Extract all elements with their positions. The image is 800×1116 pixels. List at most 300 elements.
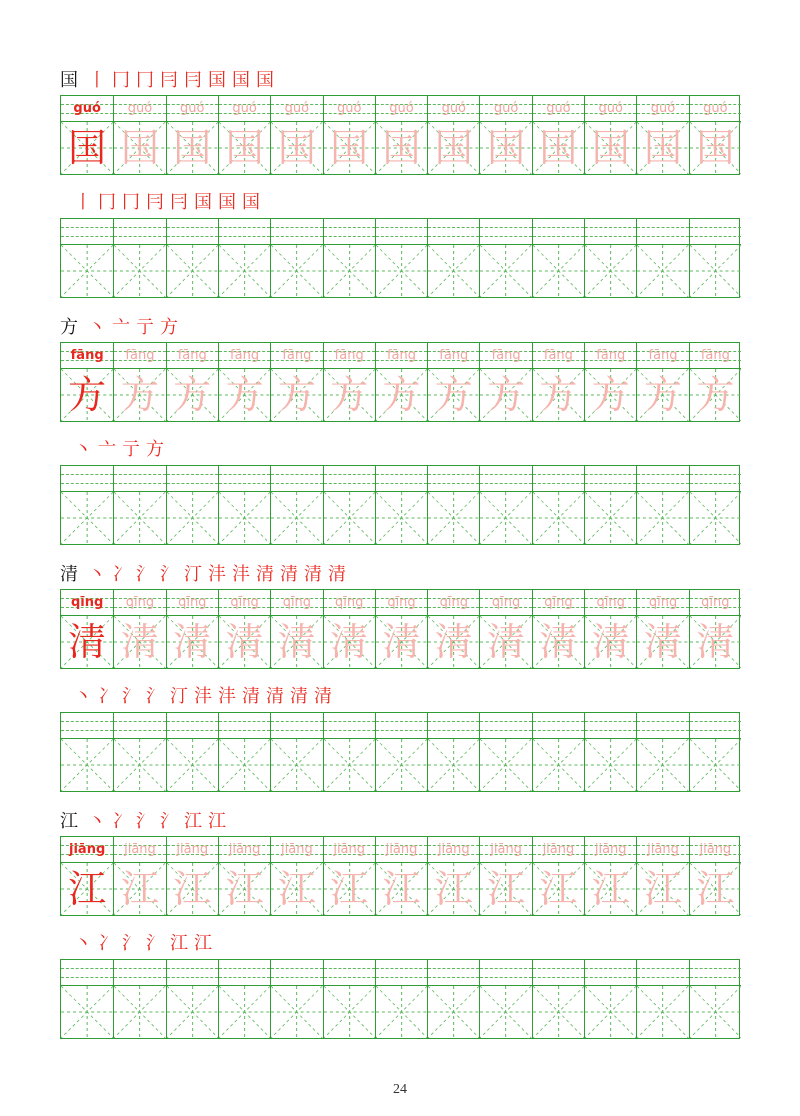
pinyin-lines [637,713,688,739]
pinyin-lines [480,466,531,492]
pinyin-trace: qīng [335,595,364,610]
character-trace: 方 [696,373,735,417]
stroke-step: 冃 [146,192,164,213]
practice-cell[interactable] [375,343,427,421]
pinyin-trace: guó [127,101,153,116]
mi-zi-guide [480,739,531,791]
practice-grid-blank [60,465,740,545]
practice-cell[interactable] [166,343,218,421]
pinyin-trace: fāng [700,348,730,363]
practice-cell[interactable] [636,219,688,297]
mi-zi-guide [61,986,113,1038]
mi-zi-guide [324,986,375,1038]
pinyin-lines [167,960,218,986]
mi-zi-guide [271,245,322,297]
pinyin-lines [61,713,113,739]
character-trace: 清 [644,620,683,664]
mi-zi-guide [533,492,584,544]
character-section [60,809,740,1049]
pinyin-trace: fāng [491,348,521,363]
mi-zi-guide [271,492,322,544]
character-trace: 国 [487,126,526,170]
practice-cell[interactable] [689,590,741,668]
pinyin-trace: qīng [439,595,468,610]
practice-cell[interactable] [270,960,322,1038]
character-trace: 方 [382,373,421,417]
pinyin-model: jiāng [69,842,106,857]
mi-zi-guide [480,245,531,297]
practice-cell[interactable] [270,466,322,544]
pinyin-lines [428,219,479,245]
practice-cell[interactable] [323,219,375,297]
stroke-step: 沣 [208,564,226,585]
practice-cell[interactable] [479,960,531,1038]
practice-cell[interactable] [375,466,427,544]
pinyin-lines [61,466,113,492]
practice-cell[interactable] [584,96,636,174]
mi-zi-guide [324,492,375,544]
pinyin-trace: qīng [544,595,573,610]
stroke-step: 汀 [184,564,202,585]
practice-cell[interactable] [218,837,270,915]
stroke-step: 氵 [146,933,164,954]
practice-cell[interactable] [166,960,218,1038]
pinyin-lines [690,960,741,986]
stroke-step: 国 [256,70,274,91]
practice-cell[interactable] [113,219,165,297]
practice-cell[interactable] [479,590,531,668]
stroke-step: 江 [184,811,202,832]
stroke-step: 氵 [122,933,140,954]
practice-cell[interactable] [323,466,375,544]
pinyin-lines [637,466,688,492]
character-section [60,562,740,802]
character-model: 清 [68,620,107,664]
mi-zi-guide [533,986,584,1038]
character-trace: 国 [382,126,421,170]
practice-cell[interactable] [113,713,165,791]
character-trace: 方 [487,373,526,417]
practice-cell[interactable] [427,837,479,915]
practice-cell[interactable] [375,96,427,174]
practice-cell[interactable] [636,466,688,544]
pinyin-lines [637,219,688,245]
practice-grid-blank [60,712,740,792]
practice-cell[interactable] [218,466,270,544]
character-trace: 江 [120,867,159,911]
practice-cell[interactable] [427,219,479,297]
character-trace: 清 [225,620,264,664]
character-trace: 江 [696,867,735,911]
pinyin-lines [533,713,584,739]
practice-cell[interactable] [61,343,113,421]
character-trace: 江 [644,867,683,911]
stroke-step: 清 [256,564,274,585]
pinyin-lines [376,960,427,986]
practice-cell[interactable] [636,837,688,915]
practice-cell[interactable] [584,960,636,1038]
character-trace: 江 [173,867,212,911]
practice-cell[interactable] [323,960,375,1038]
practice-cell[interactable] [61,219,113,297]
practice-cell[interactable] [479,713,531,791]
pinyin-lines [219,713,270,739]
practice-cell[interactable] [479,837,531,915]
stroke-step: 冃 [170,192,188,213]
pinyin-trace: fāng [439,348,469,363]
practice-cell[interactable] [427,960,479,1038]
pinyin-trace: jiāng [228,842,261,857]
pinyin-trace: fāng [596,348,626,363]
practice-cell[interactable] [532,343,584,421]
practice-cell[interactable] [270,343,322,421]
practice-cell[interactable] [479,343,531,421]
stroke-step: 冂 [122,192,140,213]
stroke-step: 丶 [74,686,92,707]
stroke-step: 氵 [136,811,154,832]
character-trace: 江 [487,867,526,911]
stroke-step: 冫 [98,686,116,707]
pinyin-lines [690,466,741,492]
pinyin-trace: jiāng [542,842,575,857]
stroke-order-row [74,684,338,706]
practice-cell[interactable] [113,466,165,544]
practice-cell[interactable] [689,960,741,1038]
practice-cell[interactable] [636,590,688,668]
stroke-step: 清 [242,686,260,707]
mi-zi-guide [428,739,479,791]
mi-zi-guide [167,986,218,1038]
practice-cell[interactable] [218,960,270,1038]
practice-cell[interactable] [166,219,218,297]
stroke-step: 冃 [184,70,202,91]
practice-cell[interactable] [218,219,270,297]
pinyin-lines [167,466,218,492]
practice-cell[interactable] [218,590,270,668]
pinyin-lines [114,219,165,245]
mi-zi-guide [114,245,165,297]
character-trace: 国 [330,126,369,170]
practice-cell[interactable] [689,837,741,915]
character-trace: 清 [330,620,369,664]
stroke-step: 冃 [160,70,178,91]
stroke-step: 氵 [160,564,178,585]
practice-cell[interactable] [427,96,479,174]
pinyin-trace: fāng [648,348,678,363]
practice-cell[interactable] [375,590,427,668]
pinyin-trace: jiāng [333,842,366,857]
mi-zi-guide [167,245,218,297]
practice-cell[interactable] [61,466,113,544]
stroke-step: 丨 [88,70,106,91]
pinyin-lines [376,219,427,245]
pinyin-trace: guó [232,101,257,116]
stroke-order-row [74,437,170,459]
practice-cell[interactable] [270,837,322,915]
pinyin-lines [114,960,165,986]
mi-zi-guide [271,739,322,791]
practice-cell[interactable] [427,343,479,421]
practice-cell[interactable] [166,837,218,915]
pinyin-trace: jiāng [699,842,732,857]
pinyin-trace: fāng [177,348,207,363]
practice-cell[interactable] [375,713,427,791]
pinyin-model: guó [73,101,101,116]
stroke-step: 冂 [112,70,130,91]
pinyin-trace: jiāng [176,842,209,857]
mi-zi-guide [480,492,531,544]
pinyin-trace: jiāng [490,842,522,857]
character-trace: 国 [225,126,264,170]
mi-zi-guide [219,986,270,1038]
character-trace: 国 [277,126,316,170]
stroke-step: 江 [194,933,212,954]
practice-cell[interactable] [61,590,113,668]
practice-grid-traced [60,836,740,916]
practice-cell[interactable] [532,466,584,544]
stroke-step: 清 [280,564,298,585]
practice-cell[interactable] [270,96,322,174]
practice-cell[interactable] [479,96,531,174]
practice-cell[interactable] [584,219,636,297]
pinyin-lines [114,713,165,739]
pinyin-trace: jiāng [594,842,627,857]
pinyin-lines [533,219,584,245]
pinyin-lines [637,960,688,986]
pinyin-lines [585,219,636,245]
character-trace: 清 [277,620,316,664]
practice-cell[interactable] [689,713,741,791]
practice-cell[interactable] [532,837,584,915]
character-trace: 清 [539,620,578,664]
mi-zi-guide [324,739,375,791]
mi-zi-guide [61,245,113,297]
pinyin-trace: qīng [701,595,730,610]
page-number: 24 [393,1082,407,1097]
character-trace: 江 [225,867,264,911]
character-trace: 国 [591,126,630,170]
practice-cell[interactable] [689,96,741,174]
practice-cell[interactable] [113,96,165,174]
practice-cell[interactable] [689,466,741,544]
practice-cell[interactable] [584,466,636,544]
character-trace: 清 [696,620,735,664]
character-trace: 江 [539,867,578,911]
practice-cell[interactable] [166,96,218,174]
pinyin-lines [271,219,322,245]
practice-cell[interactable] [375,837,427,915]
stroke-step: 清 [314,686,332,707]
practice-cell[interactable] [636,96,688,174]
practice-cell[interactable] [636,713,688,791]
character-trace: 方 [173,373,212,417]
stroke-step: 沣 [232,564,250,585]
practice-cell[interactable] [636,960,688,1038]
pinyin-lines [61,960,113,986]
practice-grid-blank [60,218,740,298]
character-trace: 清 [434,620,473,664]
practice-cell[interactable] [427,590,479,668]
stroke-step: 氵 [122,686,140,707]
character-trace: 国 [644,126,683,170]
character-trace: 江 [434,867,473,911]
mi-zi-guide [428,492,479,544]
practice-grid-traced [60,589,740,669]
mi-zi-guide [637,739,688,791]
character-trace: 方 [591,373,630,417]
stroke-step: 沣 [194,686,212,707]
practice-cell[interactable] [532,96,584,174]
practice-cell[interactable] [479,219,531,297]
pinyin-model: fāng [70,348,104,363]
pinyin-lines [324,713,375,739]
stroke-step: 国 [218,192,236,213]
practice-cell[interactable] [584,713,636,791]
pinyin-lines [271,960,322,986]
practice-cell[interactable] [113,590,165,668]
practice-cell[interactable] [323,590,375,668]
stroke-step: 氵 [136,564,154,585]
pinyin-trace: qīng [596,595,625,610]
practice-cell[interactable] [636,343,688,421]
stroke-step: 汀 [170,686,188,707]
pinyin-lines [324,219,375,245]
stroke-step: 江 [170,933,188,954]
practice-cell[interactable] [427,466,479,544]
practice-cell[interactable] [375,219,427,297]
practice-cell[interactable] [270,590,322,668]
mi-zi-guide [219,245,270,297]
pinyin-trace: fāng [230,348,260,363]
practice-grid-traced [60,95,740,175]
practice-cell[interactable] [584,837,636,915]
practice-cell[interactable] [270,219,322,297]
pinyin-trace: guó [546,101,571,116]
pinyin-lines [533,960,584,986]
practice-grid-traced [60,342,740,422]
practice-cell[interactable] [61,713,113,791]
character-trace: 国 [173,126,212,170]
stroke-step: 氵 [160,811,178,832]
stroke-step: 丶 [88,564,106,585]
pinyin-trace: guó [180,101,205,116]
practice-cell[interactable] [166,590,218,668]
mi-zi-guide [114,739,165,791]
character-trace: 江 [382,867,421,911]
mi-zi-guide [585,245,636,297]
practice-cell[interactable] [532,960,584,1038]
practice-cell[interactable] [323,713,375,791]
stroke-step: 方 [160,317,178,338]
practice-cell[interactable] [323,96,375,174]
practice-cell[interactable] [532,219,584,297]
pinyin-trace: jiāng [385,842,418,857]
mi-zi-guide [376,739,427,791]
practice-cell[interactable] [323,837,375,915]
mi-zi-guide [637,986,688,1038]
stroke-step: 冂 [136,70,154,91]
stroke-step: 方 [146,439,164,460]
character-heading: 清 [60,564,78,585]
stroke-order-row [74,190,266,212]
stroke-step: 冫 [112,564,130,585]
mi-zi-guide [533,739,584,791]
stroke-step: 亍 [136,317,154,338]
stroke-step: 亠 [112,317,130,338]
practice-cell[interactable] [584,343,636,421]
stroke-order-row [60,562,352,584]
character-trace: 国 [539,126,578,170]
practice-cell[interactable] [166,466,218,544]
pinyin-trace: guó [598,101,623,116]
practice-cell[interactable] [61,96,113,174]
practice-cell[interactable] [218,343,270,421]
mi-zi-guide [585,492,636,544]
pinyin-lines [167,713,218,739]
practice-cell[interactable] [113,837,165,915]
practice-cell[interactable] [61,960,113,1038]
stroke-step: 国 [242,192,260,213]
character-trace: 方 [434,373,473,417]
pinyin-lines [428,960,479,986]
pinyin-trace: qīng [125,595,155,610]
character-section [60,315,740,555]
pinyin-trace: guó [493,101,519,116]
stroke-order-row [74,931,218,953]
practice-cell[interactable] [113,960,165,1038]
practice-cell[interactable] [532,590,584,668]
practice-cell[interactable] [323,343,375,421]
stroke-order-row [60,809,232,831]
practice-cell[interactable] [584,590,636,668]
practice-cell[interactable] [270,713,322,791]
character-trace: 江 [330,867,369,911]
mi-zi-guide [61,739,113,791]
stroke-order-row [60,68,280,90]
mi-zi-guide [690,986,741,1038]
practice-cell[interactable] [479,466,531,544]
pinyin-trace: qīng [648,595,678,610]
stroke-step: 丶 [88,811,106,832]
stroke-step: 丶 [74,933,92,954]
pinyin-trace: qīng [282,595,312,610]
mi-zi-guide [271,986,322,1038]
character-model: 国 [68,126,107,170]
character-trace: 方 [225,373,264,417]
mi-zi-guide [167,492,218,544]
practice-cell[interactable] [166,713,218,791]
stroke-step: 清 [328,564,346,585]
practice-cell[interactable] [532,713,584,791]
practice-cell[interactable] [61,837,113,915]
character-trace: 国 [434,126,473,170]
pinyin-lines [480,960,531,986]
practice-cell[interactable] [689,219,741,297]
character-trace: 清 [591,620,630,664]
practice-cell[interactable] [689,343,741,421]
mi-zi-guide [114,986,165,1038]
pinyin-lines [428,466,479,492]
character-trace: 方 [539,373,578,417]
practice-cell[interactable] [218,713,270,791]
stroke-order-row [60,315,184,337]
pinyin-trace: guó [336,101,362,116]
pinyin-lines [585,960,636,986]
practice-cell[interactable] [375,960,427,1038]
practice-cell[interactable] [218,96,270,174]
practice-cell[interactable] [113,343,165,421]
practice-cell[interactable] [427,713,479,791]
